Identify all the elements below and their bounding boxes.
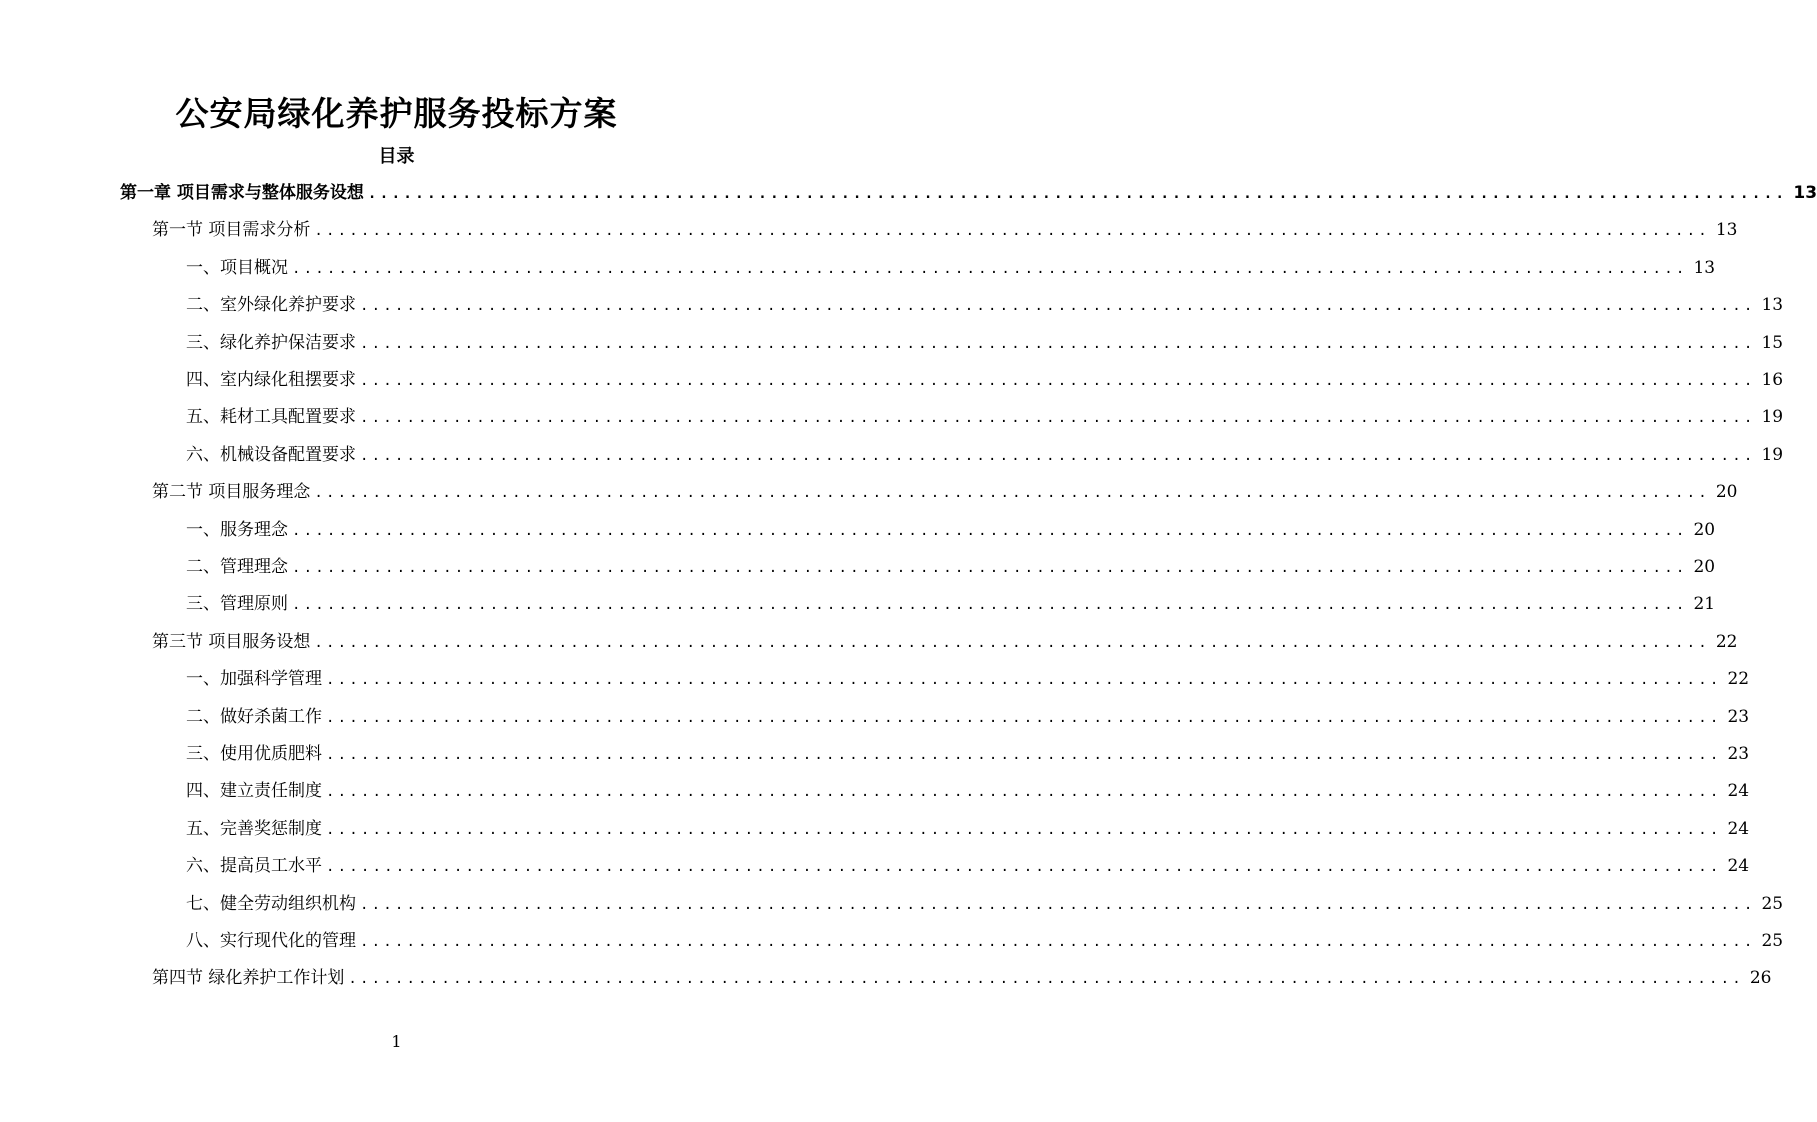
toc-entry-label: 五、完善奖惩制度 — [186, 819, 322, 839]
toc-entry-page: 19 — [1761, 407, 1784, 427]
toc-entry-page: 15 — [1761, 333, 1784, 353]
toc-entry-page: 24 — [1727, 781, 1750, 801]
toc-entry[interactable] — [186, 291, 1784, 319]
toc-entry-page: 25 — [1761, 894, 1784, 914]
toc-dot-leader: ........................................................................................................................ — [326, 859, 1722, 875]
toc-entry[interactable] — [186, 403, 1784, 431]
toc-dot-leader: ........................................................................................................................ — [292, 560, 1688, 576]
toc-entry-label: 五、耗材工具配置要求 — [186, 407, 356, 427]
toc-entry-page: 20 — [1693, 520, 1716, 540]
toc-dot-leader: ........................................................................................................................ — [314, 223, 1710, 239]
toc-entry-page: 24 — [1727, 856, 1750, 876]
toc-entry[interactable] — [186, 665, 1750, 693]
toc-dot-leader: ........................................................................................................................ — [367, 186, 1788, 202]
toc-dot-leader: ........................................................................................................................ — [292, 597, 1688, 613]
toc-entry-page: 20 — [1715, 482, 1738, 502]
toc-entry-page: 19 — [1761, 445, 1784, 465]
toc-entry-label: 第二节 项目服务理念 — [152, 482, 311, 502]
document-title: 公安局绿化养护服务投标方案 — [175, 94, 618, 133]
toc-entry[interactable] — [186, 852, 1750, 880]
toc-entry-page: 25 — [1761, 931, 1784, 951]
page-number: 1 — [391, 1032, 402, 1051]
toc-entry-page: 22 — [1715, 632, 1738, 652]
toc-entry-label: 四、建立责任制度 — [186, 781, 322, 801]
toc-entry[interactable] — [186, 927, 1784, 955]
toc-entry-label: 第四节 绿化养护工作计划 — [152, 968, 345, 988]
toc-dot-leader: ........................................................................................................................ — [326, 784, 1722, 800]
toc-heading: 目录 — [378, 146, 415, 167]
toc-entry-label: 四、室内绿化租摆要求 — [186, 370, 356, 390]
toc-dot-leader: ........................................................................................................................ — [348, 971, 1744, 987]
toc-entry-label: 二、室外绿化养护要求 — [186, 295, 356, 315]
toc-dot-leader: ........................................................................................................................ — [314, 485, 1710, 501]
toc-entry[interactable] — [186, 777, 1750, 805]
toc-entry[interactable] — [186, 815, 1750, 843]
toc-dot-leader: ........................................................................................................................ — [360, 448, 1756, 464]
toc-entry[interactable] — [186, 516, 1716, 544]
toc-dot-leader: ........................................................................................................................ — [292, 261, 1688, 277]
toc-entry-label: 第一章 项目需求与整体服务设想 — [120, 183, 364, 203]
toc-entry-label: 八、实行现代化的管理 — [186, 931, 356, 951]
toc-dot-leader: ........................................................................................................................ — [326, 672, 1722, 688]
toc-entry[interactable] — [152, 964, 1772, 992]
toc-entry[interactable] — [186, 590, 1716, 618]
toc-entry-page: 23 — [1727, 707, 1750, 727]
toc-entry-page: 23 — [1727, 744, 1750, 764]
toc-dot-leader: ........................................................................................................................ — [292, 523, 1688, 539]
toc-entry-label: 一、加强科学管理 — [186, 669, 322, 689]
toc-dot-leader: ........................................................................................................................ — [314, 635, 1710, 651]
toc-dot-leader: ........................................................................................................................ — [360, 934, 1756, 950]
toc-entry-label: 六、机械设备配置要求 — [186, 445, 356, 465]
toc-entry-page: 26 — [1749, 968, 1772, 988]
toc-entry-page: 22 — [1727, 669, 1750, 689]
toc-entry[interactable] — [186, 329, 1784, 357]
toc-entry[interactable] — [186, 366, 1784, 394]
toc-entry[interactable] — [186, 441, 1784, 469]
toc-entry-label: 二、做好杀菌工作 — [186, 707, 322, 727]
toc-entry-label: 六、提高员工水平 — [186, 856, 322, 876]
toc-entry[interactable] — [186, 740, 1750, 768]
toc-dot-leader: ........................................................................................................................ — [326, 710, 1722, 726]
toc-entry-label: 第三节 项目服务设想 — [152, 632, 311, 652]
toc-entry-page: 20 — [1693, 557, 1716, 577]
toc-entry-page: 21 — [1693, 594, 1716, 614]
toc-entry-label: 三、管理原则 — [186, 594, 288, 614]
toc-entry[interactable] — [120, 179, 1817, 207]
toc-dot-leader: ........................................................................................................................ — [360, 336, 1756, 352]
toc-entry[interactable] — [186, 254, 1716, 282]
toc-dot-leader: ........................................................................................................................ — [326, 747, 1722, 763]
toc-dot-leader: ........................................................................................................................ — [360, 373, 1756, 389]
toc-entry[interactable] — [152, 628, 1738, 656]
toc-entry-label: 一、服务理念 — [186, 520, 288, 540]
toc-entry[interactable] — [186, 703, 1750, 731]
toc-entry-label: 二、管理理念 — [186, 557, 288, 577]
toc-entry-page: 24 — [1727, 819, 1750, 839]
toc-entry[interactable] — [186, 890, 1784, 918]
toc-entry-page: 13 — [1715, 220, 1738, 240]
toc-entry[interactable] — [152, 478, 1738, 506]
toc-dot-leader: ........................................................................................................................ — [360, 410, 1756, 426]
toc-entry-page: 16 — [1761, 370, 1784, 390]
toc-entry-label: 三、绿化养护保洁要求 — [186, 333, 356, 353]
toc-entry-label: 七、健全劳动组织机构 — [186, 894, 356, 914]
toc-entry-label: 三、使用优质肥料 — [186, 744, 322, 764]
toc-entry-label: 第一节 项目需求分析 — [152, 220, 311, 240]
toc-dot-leader: ........................................................................................................................ — [360, 298, 1756, 314]
toc-entry[interactable] — [186, 553, 1716, 581]
toc-entry-page: 13 — [1693, 258, 1716, 278]
toc-entry-label: 一、项目概况 — [186, 258, 288, 278]
toc-dot-leader: ........................................................................................................................ — [360, 897, 1756, 913]
toc-entry-page: 13 — [1793, 183, 1817, 203]
toc-entry[interactable] — [152, 216, 1738, 244]
toc-entry-page: 13 — [1761, 295, 1784, 315]
toc-dot-leader: ........................................................................................................................ — [326, 822, 1722, 838]
